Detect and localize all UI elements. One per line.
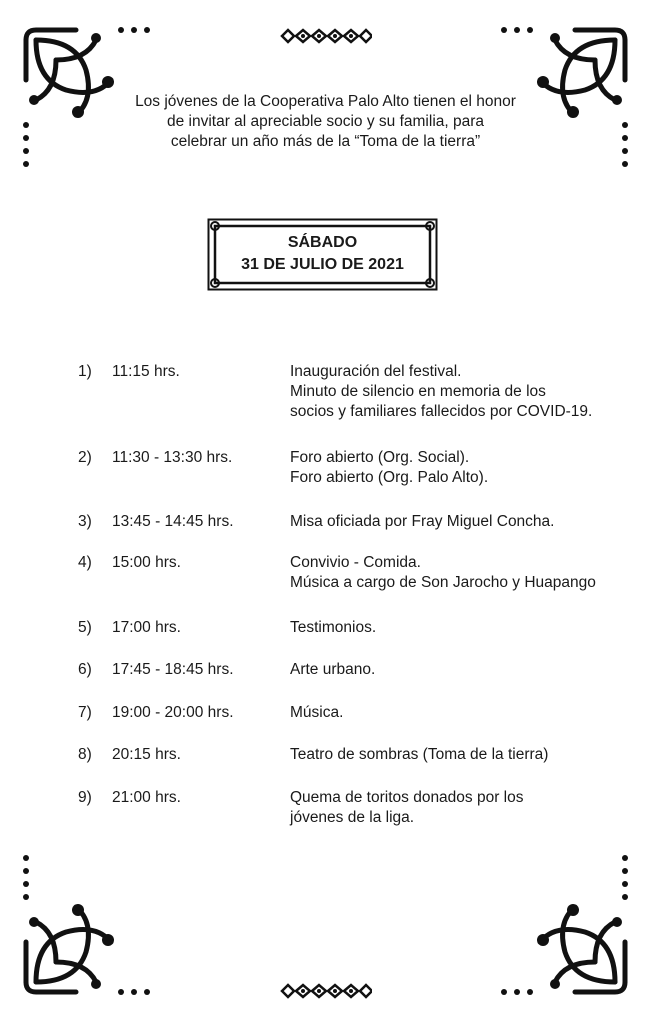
item-time: 17:45 - 18:45 hrs.: [112, 661, 234, 678]
item-time: 19:00 - 20:00 hrs.: [112, 704, 234, 721]
item-time: 21:00 hrs.: [112, 789, 181, 806]
item-description: [290, 553, 596, 593]
item-description: [290, 745, 548, 765]
description-line: Arte urbano.: [290, 661, 376, 678]
item-time: 20:15 hrs.: [112, 746, 181, 763]
item-number: 8): [78, 746, 92, 763]
description-line: Quema de toritos donados por los: [290, 789, 524, 806]
description-line: Inauguración del festival.: [290, 363, 462, 380]
description-line: Música a cargo de Son Jarocho y Huapango: [290, 574, 596, 591]
item-number: 4): [78, 554, 92, 571]
description-line: Foro abierto (Org. Palo Alto).: [290, 469, 489, 486]
item-description: [290, 448, 488, 488]
date-full: 31 DE JULIO DE 2021: [241, 256, 404, 273]
item-description: [290, 618, 376, 638]
item-number: 6): [78, 661, 92, 678]
item-description: [290, 362, 592, 422]
item-number: 3): [78, 513, 92, 530]
description-line: Foro abierto (Org. Social).: [290, 449, 470, 466]
intro-line: Los jóvenes de la Cooperativa Palo Alto tienen el honor: [135, 93, 516, 110]
item-number: 9): [78, 789, 92, 806]
description-line: Teatro de sombras (Toma de la tierra): [290, 746, 549, 763]
description-line: Música.: [290, 704, 344, 721]
item-description: [290, 788, 524, 828]
item-time: 17:00 hrs.: [112, 619, 181, 636]
item-number: 7): [78, 704, 92, 721]
description-line: socios y familiares fallecidos por COVID-19.: [290, 403, 593, 420]
item-description: [290, 512, 554, 532]
item-time: 13:45 - 14:45 hrs.: [112, 513, 234, 530]
item-time: 11:15 hrs.: [112, 363, 180, 380]
item-number: 1): [78, 363, 92, 380]
intro-line: de invitar al apreciable socio y su familia, para: [166, 113, 485, 130]
description-line: jóvenes de la liga.: [290, 809, 415, 826]
description-line: Minuto de silencio en memoria de los: [290, 383, 546, 400]
item-number: 5): [78, 619, 92, 636]
date-day: SÁBADO: [287, 234, 358, 251]
item-description: [290, 703, 343, 723]
description-line: Testimonios.: [290, 619, 377, 636]
item-description: [290, 660, 375, 680]
item-number: 2): [78, 449, 92, 466]
description-line: Misa oficiada por Fray Miguel Concha.: [290, 513, 555, 530]
intro-line: celebrar un año más de la “Toma de la tierra”: [170, 133, 481, 150]
description-line: Convivio - Comida.: [290, 554, 421, 571]
item-time: 11:30 - 13:30 hrs.: [112, 449, 233, 466]
item-time: 15:00 hrs.: [112, 554, 181, 571]
